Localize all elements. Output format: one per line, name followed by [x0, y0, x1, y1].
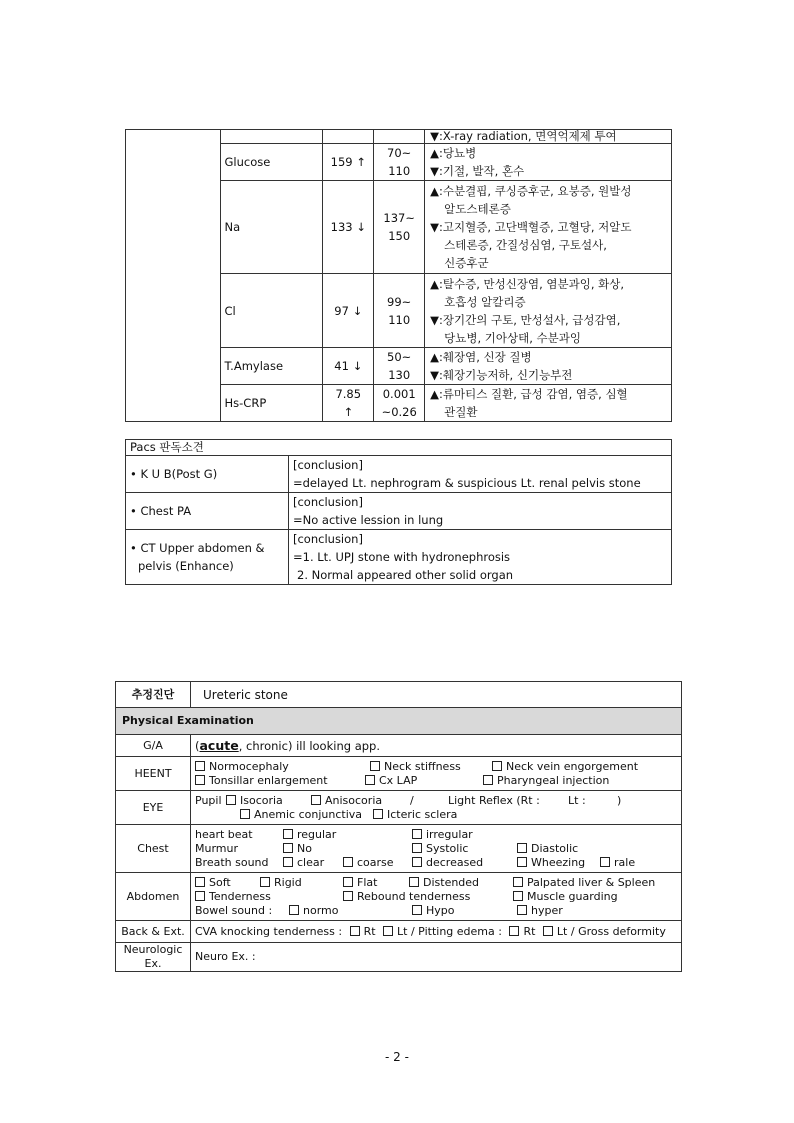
lab-range: 0.001 ~0.26 [374, 385, 425, 422]
lab-name: Hs-CRP [220, 385, 323, 422]
lab-value: 159 ↑ [323, 144, 374, 181]
pacs-conclusion: [conclusion] =No active lession in lung [289, 493, 672, 530]
checkbox[interactable] [412, 905, 422, 915]
lab-name: Glucose [220, 144, 323, 181]
pacs-title: Pacs 판독소견 [126, 440, 672, 456]
lab-notes: ▲:수분결핍, 쿠싱증후군, 요붕증, 원발성 알도스테론증 ▼:고지혈증, 고단백혈증, 고혈당, 저알도 스테론증, 간질성심염, 구토설사, 신증후군 [425, 181, 672, 274]
page-number: - 2 - [385, 1050, 409, 1064]
lab-name: Na [220, 181, 323, 274]
checkbox[interactable] [226, 795, 236, 805]
abdomen-field: Soft Rigid Flat Distended Palpated liver & Spleen Tenderness Rebound tenderness Muscle guarding Bowel sound : normo Hypo hyper [191, 873, 682, 921]
checkbox[interactable] [289, 905, 299, 915]
checkbox[interactable] [517, 843, 527, 853]
ga-label: G/A [116, 735, 191, 757]
abdomen-label: Abdomen [116, 873, 191, 921]
lab-range: 50~ 130 [374, 348, 425, 385]
checkbox[interactable] [365, 775, 375, 785]
checkbox[interactable] [412, 843, 422, 853]
heent-field: Normocephaly Neck stiffness Neck vein engorgement Tonsillar enlargement Cx LAP Pharyngeal injection [191, 757, 682, 791]
checkbox[interactable] [373, 809, 383, 819]
checkbox[interactable] [412, 857, 422, 867]
physical-exam-table [115, 681, 682, 972]
eye-field: Pupil Isocoria Anisocoria / Light Reflex (Rt : Lt : ) Anemic conjunctiva Icteric sclera [191, 791, 682, 825]
lab-notes: ▲:당뇨병 ▼:기절, 발작, 혼수 [425, 144, 672, 181]
checkbox[interactable] [517, 857, 527, 867]
lab-value: 7.85 ↑ [323, 385, 374, 422]
lab-range: 99~ 110 [374, 274, 425, 348]
dx-value: Ureteric stone [191, 682, 682, 708]
lab-value: 97 ↓ [323, 274, 374, 348]
lab-name: T.Amylase [220, 348, 323, 385]
lab-range: 137~ 150 [374, 181, 425, 274]
heent-label: HEENT [116, 757, 191, 791]
pacs-conclusion: [conclusion] =1. Lt. UPJ stone with hydronephrosis 2. Normal appeared other solid organ [289, 530, 672, 585]
ga-field: (acute, chronic) ill looking app. [191, 735, 682, 757]
checkbox[interactable] [260, 877, 270, 887]
dx-label: 추정진단 [116, 682, 191, 708]
table-row [126, 456, 672, 493]
acute-option[interactable]: acute [199, 737, 239, 753]
checkbox[interactable] [492, 761, 502, 771]
checkbox[interactable] [513, 877, 523, 887]
checkbox[interactable] [509, 926, 519, 936]
checkbox[interactable] [283, 857, 293, 867]
checkbox[interactable] [483, 775, 493, 785]
checkbox[interactable] [311, 795, 321, 805]
checkbox[interactable] [370, 761, 380, 771]
checkbox[interactable] [543, 926, 553, 936]
checkbox[interactable] [412, 829, 422, 839]
table-row [126, 530, 672, 585]
lab-name: Cl [220, 274, 323, 348]
table-row [126, 493, 672, 530]
back-field: CVA knocking tenderness : Rt Lt / Pitting edema : Rt Lt / Gross deformity [191, 921, 682, 943]
checkbox[interactable] [343, 857, 353, 867]
pacs-exam: • K U B(Post G) [126, 456, 289, 493]
lab-results-table [125, 129, 672, 422]
chest-field: heart beat regular irregular Murmur No Systolic Diastolic Breath sound clear coarse decreased Wheezing rale [191, 825, 682, 873]
checkbox[interactable] [409, 877, 419, 887]
checkbox[interactable] [513, 891, 523, 901]
back-label: Back & Ext. [116, 921, 191, 943]
pe-section-title: Physical Examination [116, 708, 682, 735]
pacs-exam: • CT Upper abdomen & pelvis (Enhance) [126, 530, 289, 585]
checkbox[interactable] [600, 857, 610, 867]
pacs-conclusion: [conclusion] =delayed Lt. nephrogram & suspicious Lt. renal pelvis stone [289, 456, 672, 493]
lab-note-top: ▼:X-ray radiation, 면역억제제 투여 [425, 130, 672, 144]
checkbox[interactable] [240, 809, 250, 819]
pacs-table [125, 439, 672, 585]
eye-label: EYE [116, 791, 191, 825]
checkbox[interactable] [343, 877, 353, 887]
lab-value: 133 ↓ [323, 181, 374, 274]
lab-notes: ▲:탈수증, 만성신장염, 염분과잉, 화상, 호흡성 알칼리증 ▼:장기간의 구토, 만성설사, 급성감염, 당뇨병, 기아상태, 수분과잉 [425, 274, 672, 348]
checkbox[interactable] [350, 926, 360, 936]
checkbox[interactable] [343, 891, 353, 901]
checkbox[interactable] [195, 877, 205, 887]
checkbox[interactable] [383, 926, 393, 936]
checkbox[interactable] [517, 905, 527, 915]
neuro-label: Neurologic Ex. [116, 943, 191, 972]
neuro-field[interactable]: Neuro Ex. : [191, 943, 682, 972]
checkbox[interactable] [283, 829, 293, 839]
checkbox[interactable] [195, 775, 205, 785]
lab-notes: ▲:류마티스 질환, 급성 감염, 염증, 심혈 관질환 [425, 385, 672, 422]
lab-range: 70~ 110 [374, 144, 425, 181]
checkbox[interactable] [283, 843, 293, 853]
lab-value: 41 ↓ [323, 348, 374, 385]
checkbox[interactable] [195, 891, 205, 901]
chest-label: Chest [116, 825, 191, 873]
pacs-exam: • Chest PA [126, 493, 289, 530]
lab-notes: ▲:췌장염, 신장 질병 ▼:췌장기능저하, 신기능부전 [425, 348, 672, 385]
checkbox[interactable] [195, 761, 205, 771]
